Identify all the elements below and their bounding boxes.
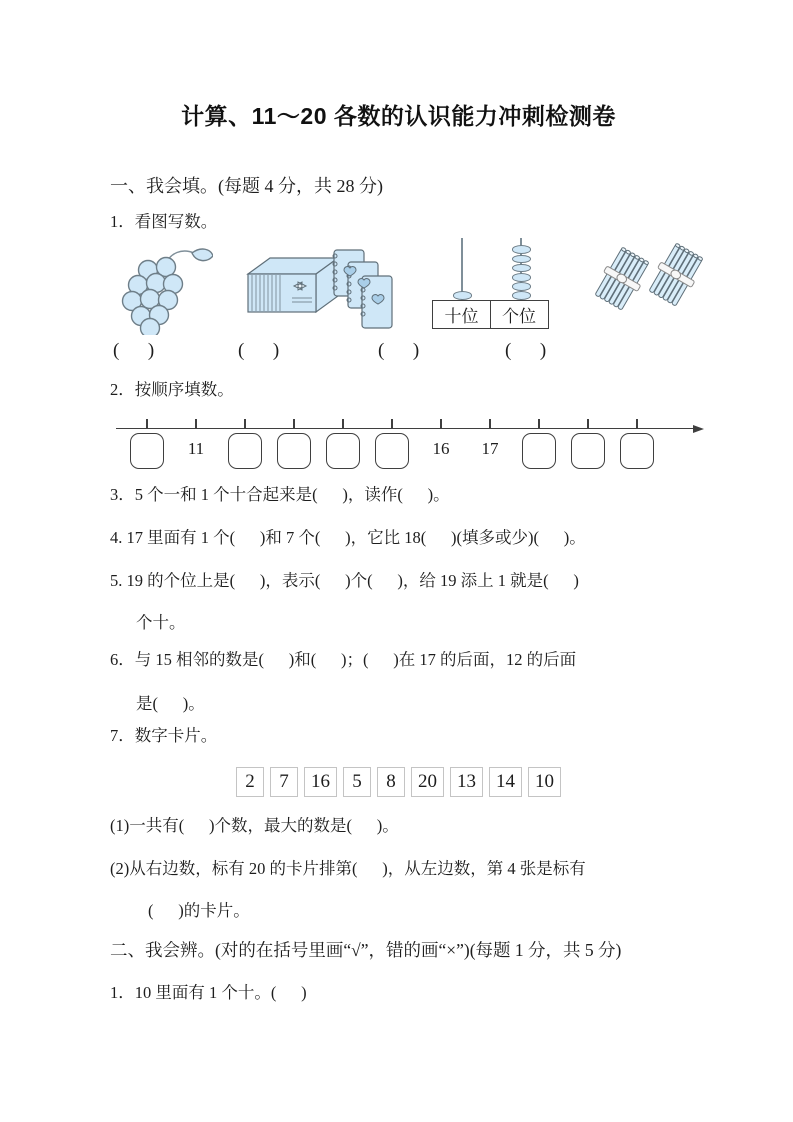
number-card: 10 <box>528 767 561 797</box>
answer-box <box>620 433 654 469</box>
number-label: 17 <box>481 439 499 458</box>
paper-content <box>110 0 687 1005</box>
tick-mark <box>489 419 491 429</box>
abacus-bead <box>512 245 531 254</box>
tens-beads <box>453 238 472 300</box>
tick-mark <box>587 419 589 429</box>
number-card: 20 <box>411 767 444 797</box>
question-1-illustrations <box>110 238 687 334</box>
tens-place-label: 十位 <box>432 300 491 329</box>
place-value-abacus-illustration <box>432 238 558 334</box>
number-label: 16 <box>432 439 450 458</box>
number-card: 5 <box>343 767 371 797</box>
tick-mark <box>293 419 295 429</box>
abacus-bead <box>512 264 531 273</box>
number-line-axis <box>116 428 694 429</box>
number-card: 16 <box>304 767 337 797</box>
abacus-bead <box>512 273 531 282</box>
answer-box <box>228 433 262 469</box>
arrow-right-icon <box>693 425 704 433</box>
answer-blank: ( ) <box>378 340 420 361</box>
section-one-heading: 一、我会填。(每题 4 分，共 28 分) <box>110 176 383 196</box>
section-two-question-1: 1．10 里面有 1 个十。( ) <box>110 983 307 1002</box>
question-4: 4. 17 里面有 1 个( )和 7 个( )，它比 18( )(填多或少)( )。 <box>110 528 586 547</box>
ones-place-label: 个位 <box>490 300 549 329</box>
abacus-bead <box>512 255 531 264</box>
tick-mark <box>244 419 246 429</box>
answer-blank: ( ) <box>238 340 280 361</box>
answer-box <box>571 433 605 469</box>
number-line <box>116 414 708 472</box>
abacus-bead <box>512 282 531 291</box>
tick-mark <box>538 419 540 429</box>
abacus-bead <box>453 291 472 300</box>
number-card: 13 <box>450 767 483 797</box>
number-card: 8 <box>377 767 405 797</box>
tick-mark <box>636 419 638 429</box>
stick-bundles-illustration <box>592 242 710 330</box>
question-7-sub1: (1)一共有( )个数，最大的数是( )。 <box>110 816 399 835</box>
abacus-bead <box>512 291 531 300</box>
answer-box <box>277 433 311 469</box>
question-2-label: 2．按顺序填数。 <box>110 380 234 399</box>
number-card: 7 <box>270 767 298 797</box>
ones-beads <box>512 238 531 300</box>
question-7-label: 7．数字卡片。 <box>110 726 218 745</box>
answer-box <box>375 433 409 469</box>
q1-answer-blanks <box>110 338 687 364</box>
question-7-sub2-line2: ( )的卡片。 <box>148 901 250 920</box>
question-3: 3．5 个一和 1 个十合起来是( )，读作( )。 <box>110 485 450 504</box>
number-card: 14 <box>489 767 522 797</box>
answer-box <box>326 433 360 469</box>
grapes-illustration <box>108 240 213 335</box>
books-illustration <box>242 244 397 334</box>
number-cards <box>110 767 687 797</box>
tick-mark <box>391 419 393 429</box>
answer-blank: ( ) <box>505 340 547 361</box>
answer-box <box>130 433 164 469</box>
section-two-heading: 二、我会辨。(对的在括号里画“√”，错的画“×”)(每题 1 分，共 5 分) <box>110 940 622 960</box>
place-value-box <box>432 300 549 329</box>
number-card: 2 <box>236 767 264 797</box>
page-title: 计算、11〜20 各数的认识能力冲刺检测卷 <box>181 103 616 129</box>
answer-box <box>522 433 556 469</box>
tick-mark <box>440 419 442 429</box>
answer-blank: ( ) <box>113 340 155 361</box>
question-6-line2: 是( )。 <box>136 694 205 713</box>
question-6-line1: 6．与 15 相邻的数是( )和( )；( )在 17 的后面，12 的后面 <box>110 650 577 669</box>
tick-mark <box>146 419 148 429</box>
tick-mark <box>342 419 344 429</box>
question-7-sub2-line1: (2)从右边数，标有 20 的卡片排第( )，从左边数，第 4 张是标有 <box>110 859 586 878</box>
question-1-label: 1．看图写数。 <box>110 212 218 231</box>
number-label: 11 <box>187 439 205 458</box>
question-5-line1: 5. 19 的个位上是( )，表示( )个( )，给 19 添上 1 就是( ) <box>110 571 579 590</box>
question-5-line2: 个十。 <box>136 613 186 632</box>
tick-mark <box>195 419 197 429</box>
